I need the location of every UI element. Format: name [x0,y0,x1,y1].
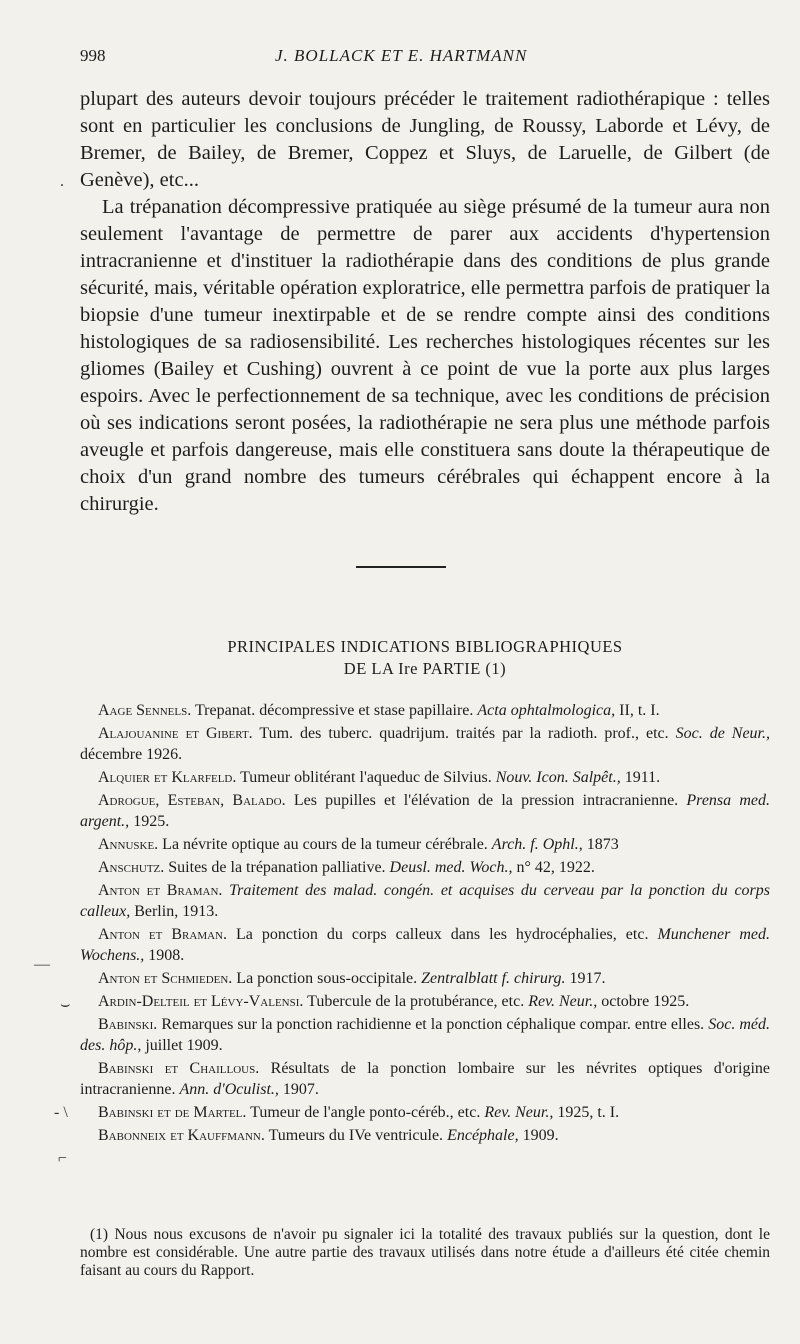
margin-tick: ⌣ [60,996,71,1013]
reference-item [80,991,770,1012]
reference-item [80,767,770,788]
ref-authors: Alajouanine et Gibert. [98,725,253,742]
ref-tail: 1908. [148,947,185,964]
ref-text: La névrite optique au cours de la tumeur cérébrale. [162,836,488,853]
reference-item [80,723,770,765]
ref-text: Tum. des tuberc. quadrijum. traités par la radioth. prof., etc. [259,725,669,742]
paragraph: La trépanation décompressive pratiquée au siège présumé de la tumeur aura non seulement l'avantage de permettre de parer aux accidents d'hypertension intracranienne et d'instituer la radiothérapie dans des conditions de plus grande sécurité, mais, véritable opération exploratrice, elle permettra parfois de pratiquer la biopsie d'une tumeur inextirpable et de se rendre compte ainsi des conditions histologiques de sa radiosensibilité. Les recherches histologiques récentes sur les gliomes (Bailey et Cushing) ouvrent à ce point de vue la porte aux plus larges espoirs. Avec le perfectionnement de sa technique, avec les conditions de précision où ses indications seront posées, la radiothérapie ne sera plus une méthode parfois aveugle et parfois dangereuse, mais elle constituera sans doute la thérapeutique de choix d'un grand nombre des tumeurs cérébrales qui échappent encore à la chirurgie. [80,196,770,515]
ref-text: Suites de la trépanation palliative. [168,859,386,876]
ref-text: Tubercule de la protubérance, etc. [307,993,525,1010]
ref-tail: 1873 [586,836,619,853]
ref-tail: 1909. [522,1127,559,1144]
reference-item [80,1102,770,1123]
ref-authors: Babinski et Chaillous. [98,1060,260,1077]
margin-dot: . [60,173,64,190]
ref-authors: Babinski et de Martel. [98,1104,247,1121]
ref-tail: 1911. [624,769,661,786]
ref-source: Prensa med. argent., [80,792,771,830]
ref-source: Soc. méd. des. hôp., [80,1016,771,1054]
ref-authors: Ardin-Delteil et Lévy-Valensi. [98,993,304,1010]
paragraph: plupart des auteurs devoir toujours précéder le traitement radiothérapique : telles sont en particulier les conclusions de Jungling, de Roussy, Laborde et Lévy, de Bremer, de Bailey, de Bremer, Coppez et Sluys, de Laruelle, de Gilbert (de Genève), etc... [80,88,770,191]
ref-source: Rev. Neur., [528,993,598,1010]
footnote-text: (1) Nous nous excusons de n'avoir pu signaler ici la totalité des travaux publiés sur la question, dont le nombre est considérable. Une autre partie des travaux utilisés dans notre étude a d'ailleurs été citée chemin faisant au cours du Rapport. [80,1226,770,1279]
reference-item [80,880,770,922]
reference-item [80,857,770,878]
ref-tail: juillet 1909. [145,1037,223,1054]
ref-tail: II, t. I. [619,702,660,719]
bibliography-title [80,636,770,680]
ref-source: Ann. d'Oculist., [179,1081,279,1098]
ref-source: Arch. f. Ophl., [491,836,583,853]
ref-source: Encéphale, [447,1127,519,1144]
footnote [80,1226,770,1280]
margin-tick: - \ [54,1104,68,1121]
ref-authors: Babinski. [98,1016,158,1033]
ref-source: Munchener med. Wochens., [80,926,770,964]
margin-tick: ⌐ [58,1150,68,1167]
bibliography-title-line2: DE LA Ire PARTIE (1) [343,659,507,678]
ref-tail: n° 42, 1922. [516,859,595,876]
ref-tail: 1925. [133,813,170,830]
ref-tail: Berlin, 1913. [134,903,219,920]
ref-authors: Anschutz. [98,859,165,876]
reference-item [80,1058,770,1100]
reference-item [80,924,770,966]
ref-tail: 1907. [282,1081,319,1098]
ref-source: Rev. Neur., [484,1104,554,1121]
bibliography-title-line1: PRINCIPALES INDICATIONS BIBLIOGRAPHIQUES [227,637,623,656]
ref-source: Soc. de Neur., [675,725,770,742]
ref-text: La ponction sous-occipitale. [236,970,418,987]
running-title: J. BOLLACK ET E. HARTMANN [275,46,528,65]
ref-authors: Alquier et Klarfeld. [98,769,237,786]
ref-source: Deusl. med. Woch., [389,859,513,876]
ref-tail: 1925, t. I. [557,1104,620,1121]
reference-item [80,700,770,721]
ref-authors: Anton et Braman. [98,882,223,899]
reference-item [80,968,770,989]
reference-item [80,790,770,832]
margin-dash: — [34,956,50,973]
ref-authors: Anton et Schmieden. [98,970,233,987]
page-header [80,46,780,74]
ref-source: Zentralblatt f. chirurg. [421,970,566,987]
ref-text: Remarques sur la ponction rachidienne et la ponction céphalique compar. entre elles. [161,1016,705,1033]
ref-authors: Aage Sennels. [98,702,192,719]
reference-item [80,1014,770,1056]
ref-tail: octobre 1925. [601,993,690,1010]
reference-item [80,1125,770,1146]
ref-source: Traitement des malad. congén. et acquises du cerveau par la ponction du corps calleux, [80,882,771,920]
ref-authors: Babonneix et Kauffmann. [98,1127,265,1144]
page-number: 998 [80,46,106,65]
ref-text: Les pupilles et l'élévation de la pression intracranienne. [293,792,679,809]
ref-tail: 1917. [569,970,606,987]
reference-item [80,834,770,855]
ref-text: Tumeur de l'angle ponto-céréb., etc. [250,1104,481,1121]
body-text [80,86,770,518]
ref-text: Tumeur oblitérant l'aqueduc de Silvius. [240,769,492,786]
ref-authors: Annuske. [98,836,159,853]
ref-text: Résultats de la ponction lombaire sur les névrites optiques d'origine intracranienne. [80,1060,770,1098]
ref-tail: décembre 1926. [80,746,183,763]
ref-authors: Anton et Braman. [98,926,227,943]
section-divider [356,566,446,568]
reference-list [80,700,770,1148]
ref-text: Trepanat. décompressive et stase papillaire. [194,702,474,719]
ref-source: Acta ophtalmologica, [477,702,616,719]
ref-text: La ponction du corps calleux dans les hydrocéphalies, etc. [236,926,649,943]
ref-authors: Adrogue, Esteban, Balado. [98,792,286,809]
ref-text: Tumeurs du IVe ventricule. [268,1127,444,1144]
ref-source: Nouv. Icon. Salpêt., [495,769,621,786]
